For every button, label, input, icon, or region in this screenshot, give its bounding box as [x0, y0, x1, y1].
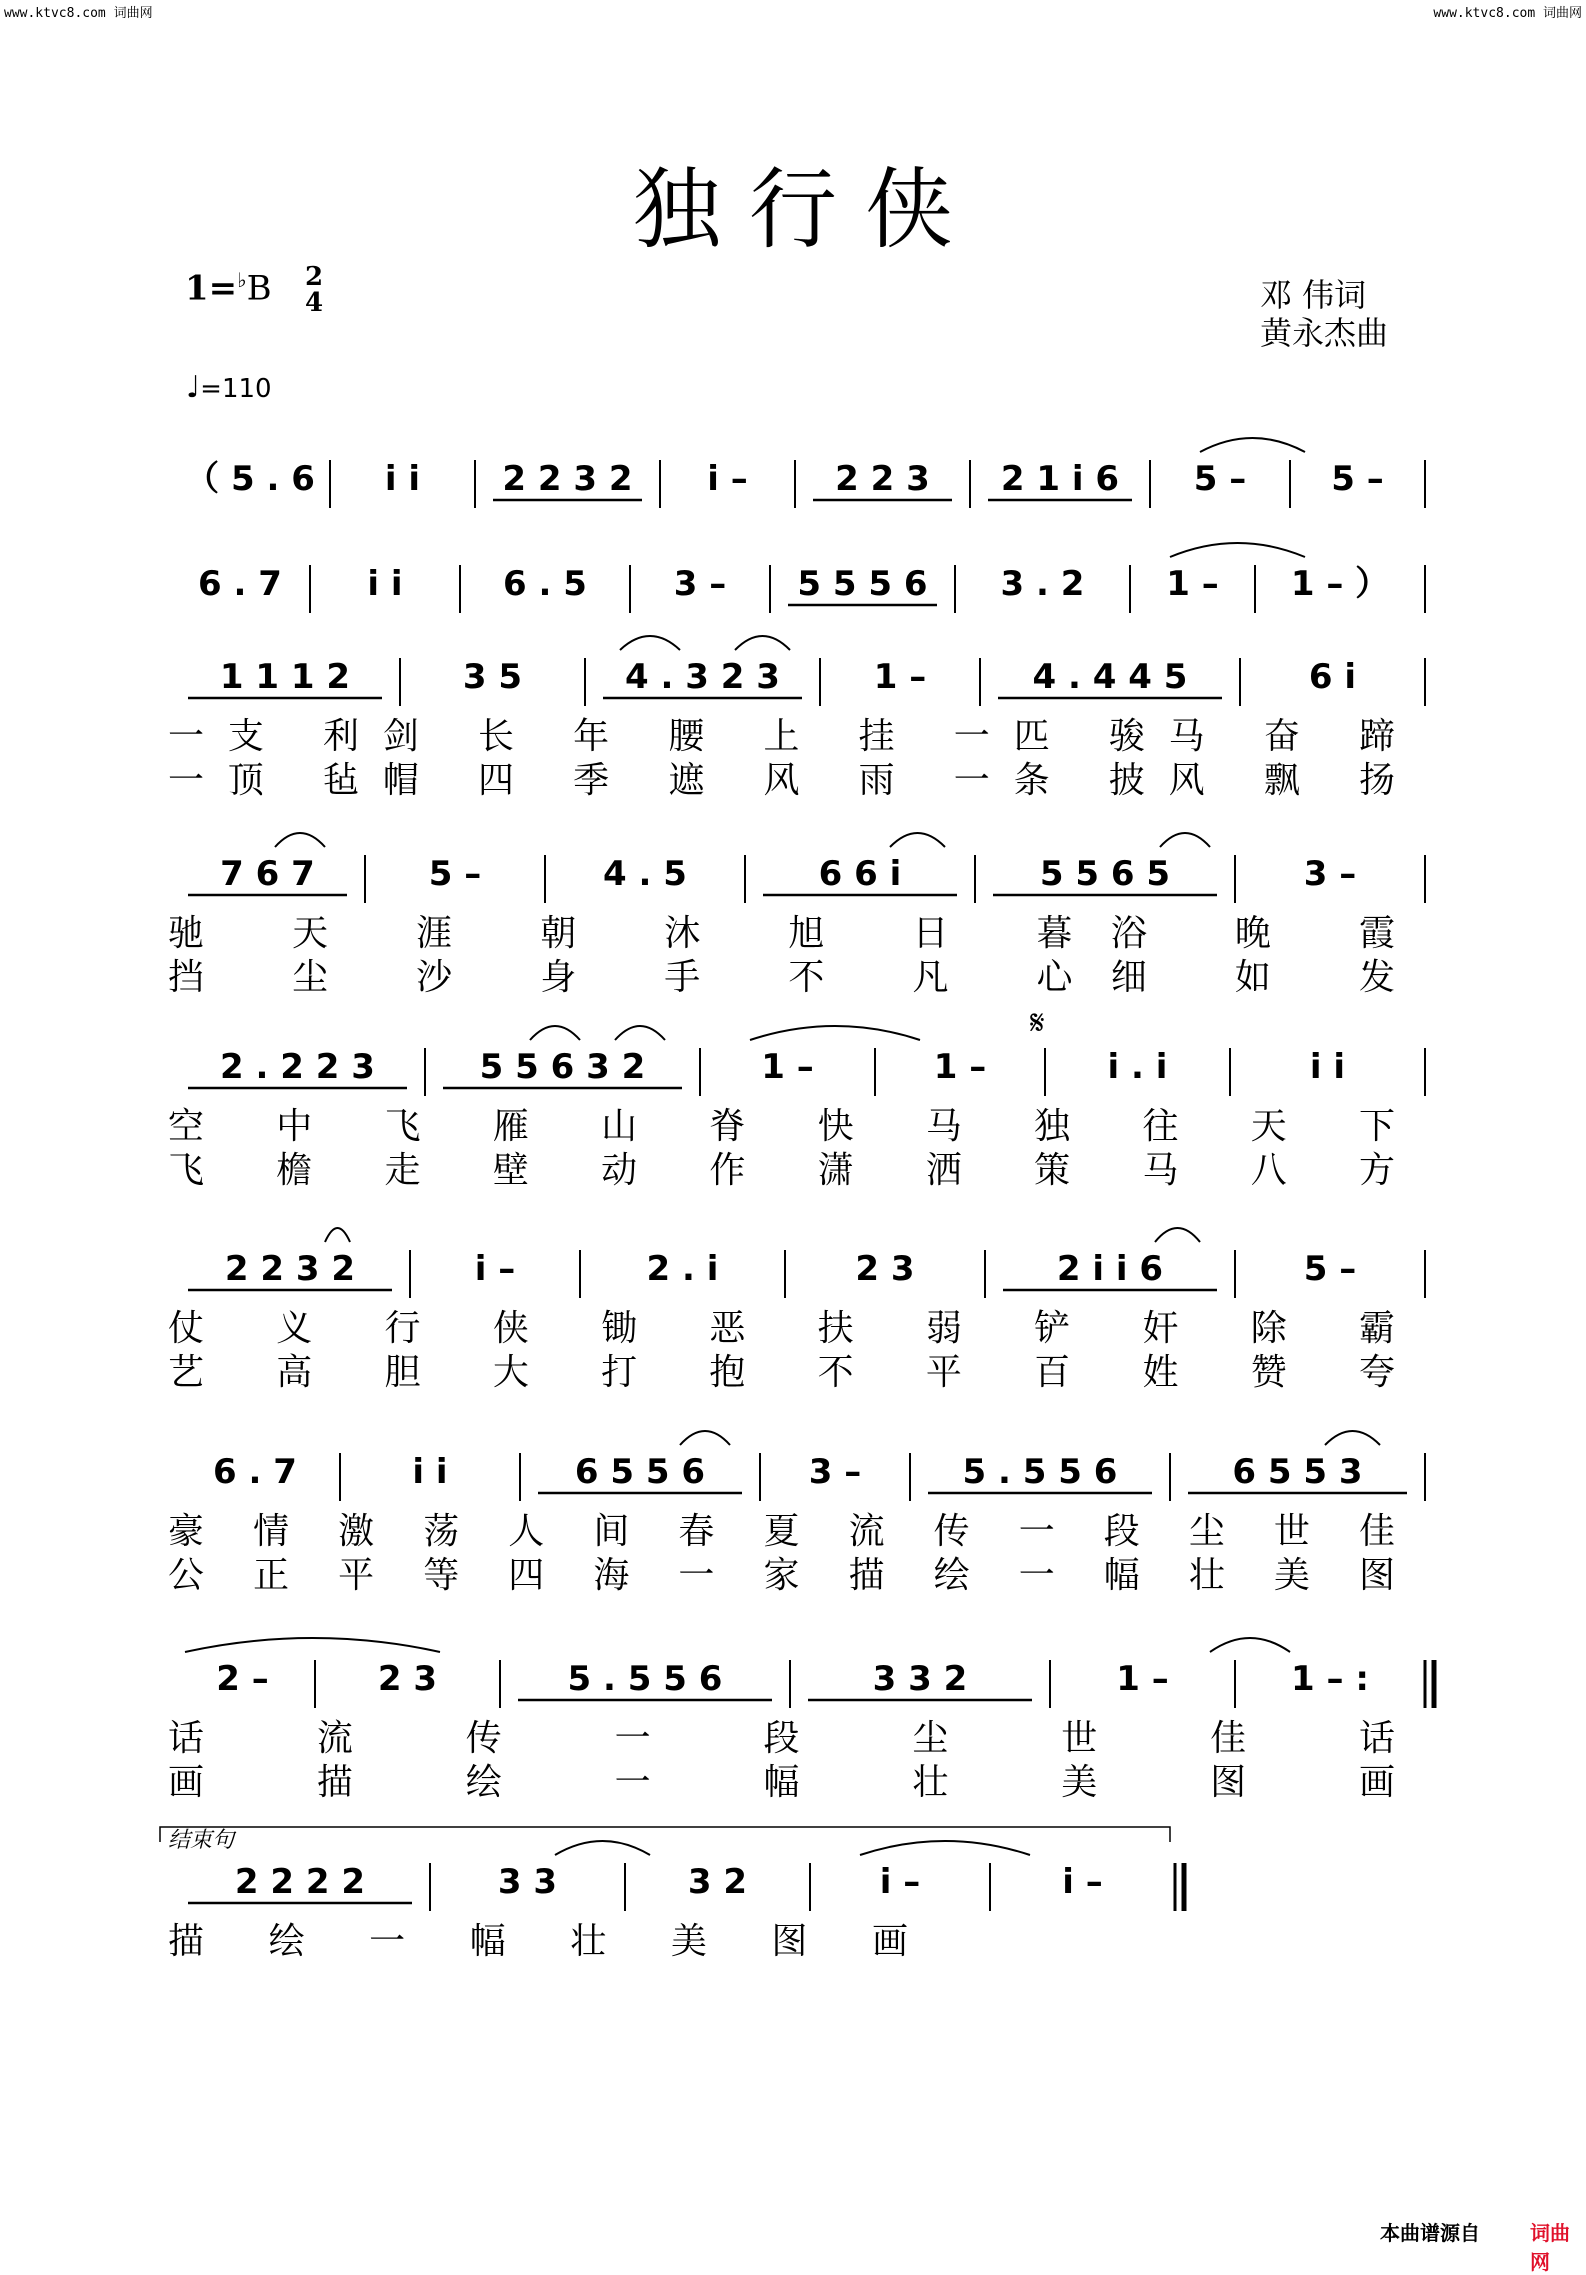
measure-notes: 5 – — [1331, 459, 1384, 499]
measure-notes: 6 i — [1308, 657, 1357, 697]
measure-notes: 1 – — [1166, 564, 1219, 604]
measure-notes: 3 – — [673, 564, 727, 604]
measure-notes: 5 5 6 5 — [1039, 854, 1171, 894]
slur — [750, 1026, 920, 1040]
slur — [735, 636, 790, 650]
slur — [185, 1638, 440, 1652]
measure-notes: 5 . 5 5 6 — [567, 1659, 723, 1699]
measure-notes: 6 5 5 3 — [1232, 1452, 1363, 1492]
slur — [555, 1841, 650, 1855]
ending-bracket — [160, 1827, 1170, 1842]
composer-credit: 黄永杰曲 — [1260, 314, 1389, 352]
measure-notes: i – — [1062, 1862, 1103, 1902]
slur — [1170, 543, 1305, 557]
measure-notes: 2 2 3 2 — [224, 1249, 356, 1289]
measure-notes: 4 . 3 2 3 — [625, 657, 780, 697]
song-title: 独 行 侠 — [633, 158, 953, 261]
measure-notes: 2 3 — [377, 1659, 438, 1699]
slur — [325, 1228, 350, 1242]
measure-notes: 3 5 — [462, 657, 523, 697]
measure-notes: 5 5 5 6 — [797, 564, 928, 604]
measure-notes: 1 – — [1116, 1659, 1169, 1699]
measure-notes: 5 – — [428, 854, 482, 894]
measure-notes: 7 6 7 — [220, 854, 315, 894]
measure-notes: 6 5 5 6 — [574, 1452, 706, 1492]
slur — [860, 1841, 1030, 1855]
measure-notes: 5 – — [1303, 1249, 1357, 1289]
site-header-left[interactable]: www.ktvc8.com 词曲网 — [4, 6, 153, 21]
lyric-line: 仗 义 行 侠 锄 恶 扶 弱 铲 奸 除 霸 — [168, 1308, 1396, 1349]
flat-sign: ♭ — [237, 268, 247, 292]
slur — [275, 833, 325, 847]
lyric-line: 一顶 毡帽 四 季 遮 风 雨 一条 披风 飘 扬 — [168, 760, 1395, 801]
measure-notes: 3 – — [1303, 854, 1357, 894]
measure-notes: 1 – : — [1291, 1659, 1369, 1699]
measure-notes: 4 . 4 4 5 — [1032, 657, 1188, 697]
measure-notes: i i — [384, 459, 421, 499]
measure-notes: 2 3 — [855, 1249, 915, 1289]
measure-notes: 1 1 1 2 — [219, 657, 351, 697]
measure-notes: 6 . 7 — [213, 1452, 297, 1492]
lyric-line: 艺 高 胆 大 打 抱 不 平 百 姓 赞 夸 — [168, 1352, 1396, 1393]
measure-notes: 3 . 2 — [1000, 564, 1085, 604]
measure-notes: 1 – ） — [1290, 564, 1390, 604]
footer-source: 本曲谱源自 — [1380, 2221, 1480, 2245]
slur — [620, 636, 680, 650]
measure-notes: 2 . i — [646, 1249, 719, 1289]
ending-label: 结束句 — [168, 1828, 235, 1853]
lyric-line: 描 绘 一 幅 壮 美 图 画 — [168, 1921, 908, 1962]
measure-notes: 3 3 — [497, 1862, 558, 1902]
measure-notes: 3 – — [808, 1452, 862, 1492]
slur — [1200, 438, 1305, 452]
time-signature-bottom: 4 — [305, 288, 324, 318]
measure-notes: 5 5 6 3 2 — [479, 1047, 646, 1087]
measure-notes: 2 i i 6 — [1056, 1249, 1164, 1289]
measure-notes: 2 2 3 — [835, 459, 930, 499]
measure-notes: 6 . 5 — [503, 564, 587, 604]
slur — [1210, 1638, 1290, 1652]
lyric-line: 话 流 传 一 段 尘 世 佳 话 — [168, 1718, 1395, 1759]
lyric-line: 挡 尘 沙 身 手 不 凡 心细 如 发 — [168, 957, 1395, 998]
measure-notes: 6 6 i — [818, 854, 902, 894]
time-signature-top: 2 — [305, 262, 324, 292]
quarter-note-icon: ♩ — [186, 370, 201, 405]
measure-notes: 1 – — [873, 657, 927, 697]
key-tonic: B — [246, 268, 272, 309]
slur — [1325, 1431, 1380, 1445]
slur — [680, 1431, 730, 1445]
measure-notes: i i — [1309, 1047, 1346, 1087]
measure-notes: 5 – — [1193, 459, 1247, 499]
slur — [1155, 1228, 1200, 1242]
tempo-value: =110 — [200, 374, 272, 404]
measure-notes: i i — [367, 564, 403, 604]
segno-icon: 𝄋 — [1030, 1003, 1045, 1043]
site-header-right[interactable]: www.ktvc8.com 词曲网 — [1433, 6, 1582, 21]
lyric-line: 豪 情 激 荡 人 间 春 夏 流 传 一 段 尘 世 佳 — [168, 1511, 1395, 1552]
lyric-line: 公 正 平 等 四 海 一 家 描 绘 一 幅 壮 美 图 — [168, 1555, 1395, 1596]
lyric-line: 一支 利剑 长 年 腰 上 挂 一匹 骏马 奋 蹄 — [168, 716, 1395, 757]
slur — [530, 1026, 580, 1040]
measure-notes: 3 2 — [687, 1862, 748, 1902]
measure-notes: i . i — [1107, 1047, 1168, 1087]
measure-notes: 2 2 3 2 — [502, 459, 633, 499]
measure-notes: 1 – — [761, 1047, 814, 1087]
measure-notes: i – — [879, 1862, 921, 1902]
measure-notes: 1 – — [933, 1047, 987, 1087]
measure-notes: 3 3 2 — [872, 1659, 968, 1699]
measure-notes: i – — [707, 459, 748, 499]
measure-notes: i i — [412, 1452, 448, 1492]
lyric-line: 飞 檐 走 壁 动 作 潇 洒 策 马 八 方 — [168, 1150, 1396, 1191]
lyric-line: 驰 天 涯 朝 沐 旭 日 暮浴 晚 霞 — [168, 913, 1395, 954]
key-prefix: 1= — [185, 268, 238, 309]
footer-brand[interactable]: 词曲网 — [1530, 2221, 1570, 2274]
lyricist-credit: 邓 伟词 — [1260, 276, 1367, 314]
measure-notes: 2 . 2 2 3 — [220, 1047, 375, 1087]
slur — [1160, 833, 1210, 847]
measure-notes: 6 . 7 — [198, 564, 282, 604]
slur — [615, 1026, 665, 1040]
measure-notes: 2 2 2 2 — [234, 1862, 366, 1902]
measure-notes: 2 – — [216, 1659, 269, 1699]
measure-notes: i – — [474, 1249, 516, 1289]
lyric-line: 画 描 绘 一 幅 壮 美 图 画 — [168, 1762, 1395, 1803]
measure-notes: 2 1 i 6 — [1000, 459, 1120, 499]
measure-notes: 4 . 5 — [603, 854, 687, 894]
measure-notes: （ 5 . 6 — [185, 459, 315, 499]
lyric-line: 空 中 飞 雁 山 脊 快 马 独 往 天 下 — [168, 1106, 1396, 1147]
measure-notes: 5 . 5 5 6 — [962, 1452, 1118, 1492]
slur — [890, 833, 945, 847]
